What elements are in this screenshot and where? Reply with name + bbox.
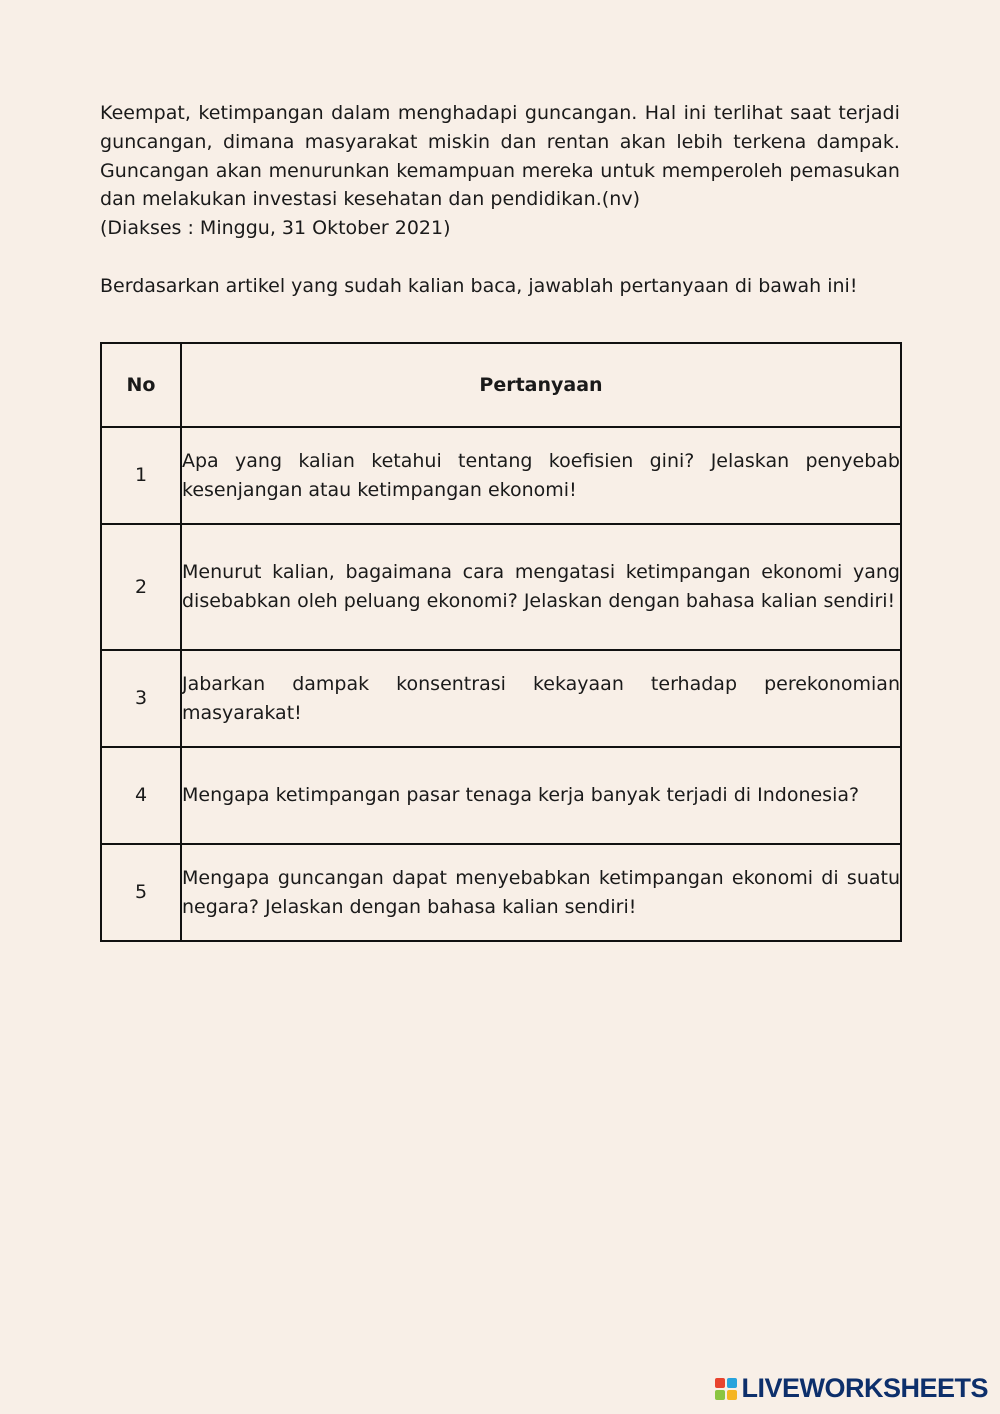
row-number: 3 [101, 650, 181, 747]
row-number: 4 [101, 747, 181, 844]
logo-square [715, 1390, 725, 1400]
table-row [101, 844, 901, 941]
question-text: Apa yang kalian ketahui tentang koefisien gini? Jelaskan penyebab kesenjangan atau ketimpangan ekonomi! [181, 427, 901, 524]
table-row [101, 747, 901, 844]
questions-table [100, 342, 902, 942]
question-text: Mengapa ketimpangan pasar tenaga kerja banyak terjadi di Indonesia? [181, 747, 901, 844]
logo-square [727, 1378, 737, 1388]
liveworksheets-logo-icon [715, 1378, 737, 1400]
instruction-text: Berdasarkan artikel yang sudah kalian baca, jawablah pertanyaan di bawah ini! [100, 275, 858, 297]
table-header-row [101, 343, 901, 427]
row-number: 2 [101, 524, 181, 650]
row-number: 5 [101, 844, 181, 941]
table-row [101, 427, 901, 524]
liveworksheets-brand [715, 1373, 988, 1404]
row-number: 1 [101, 427, 181, 524]
access-date: (Diakses : Minggu, 31 Oktober 2021) [100, 217, 451, 239]
question-text: Jabarkan dampak konsentrasi kekayaan terhadap perekonomian masyarakat! [181, 650, 901, 747]
question-text: Menurut kalian, bagaimana cara mengatasi ketimpangan ekonomi yang disebabkan oleh peluang ekonomi? Jelaskan dengan bahasa kalian sendiri! [181, 524, 901, 650]
header-no: No [101, 343, 181, 427]
logo-square [715, 1378, 725, 1388]
table-row [101, 524, 901, 650]
logo-square [727, 1390, 737, 1400]
article-paragraph: Keempat, ketimpangan dalam menghadapi guncangan. Hal ini terlihat saat terjadi guncangan, dimana masyarakat miskin dan rentan akan lebih terkena dampak. Guncangan akan menurunkan kemampuan mereka untuk memperoleh pemasukan dan melakukan investasi kesehatan dan pendidikan.(nv) [100, 102, 900, 211]
header-question: Pertanyaan [181, 343, 901, 427]
brand-name: LIVEWORKSHEETS [741, 1373, 988, 1403]
table-row [101, 650, 901, 747]
question-text: Mengapa guncangan dapat menyebabkan ketimpangan ekonomi di suatu negara? Jelaskan dengan bahasa kalian sendiri! [181, 844, 901, 941]
